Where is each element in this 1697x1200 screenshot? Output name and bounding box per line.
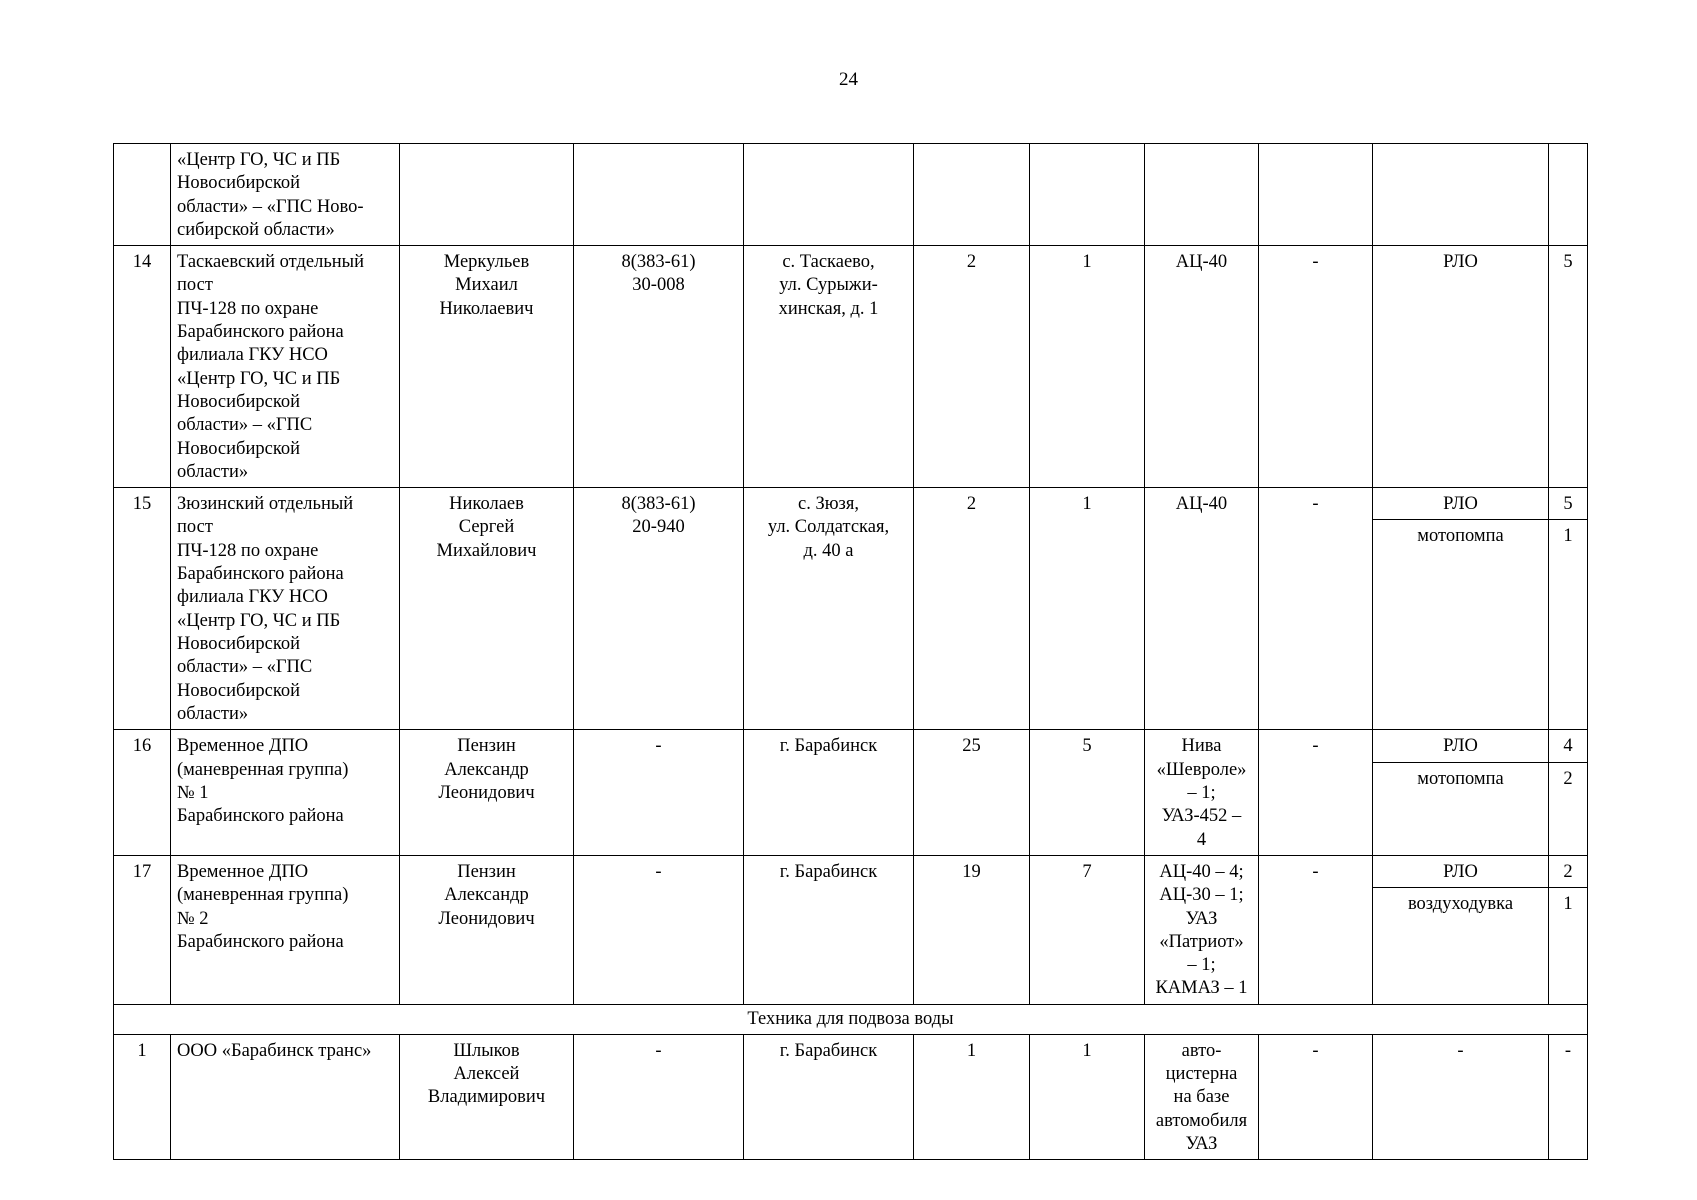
cell-equipment-name: мотопомпа bbox=[1373, 762, 1549, 855]
cell-phone: - bbox=[574, 1034, 744, 1159]
page-number: 24 bbox=[839, 69, 858, 90]
cell-shifts bbox=[1030, 144, 1145, 246]
cell-other bbox=[1259, 144, 1373, 246]
cell-address: г. Барабинск bbox=[744, 1034, 914, 1159]
cell-head: Пензин Александр Леонидович bbox=[400, 730, 574, 855]
cell-head: Пензин Александр Леонидович bbox=[400, 855, 574, 1004]
cell-equipment-count: 1 bbox=[1549, 888, 1588, 1004]
table-row-continuation bbox=[114, 144, 1588, 246]
cell-personnel: 2 bbox=[914, 246, 1030, 488]
cell-num bbox=[114, 144, 171, 246]
cell-vehicles: Нива «Шевроле» – 1; УАЗ-452 – 4 bbox=[1145, 730, 1259, 855]
cell-organization: Временное ДПО (маневренная группа) № 2 Барабинского района bbox=[171, 855, 400, 1004]
cell-equipment-name: РЛО bbox=[1373, 488, 1549, 520]
table-row bbox=[114, 855, 1588, 887]
cell-equipment-name: РЛО bbox=[1373, 855, 1549, 887]
cell-shifts: 1 bbox=[1030, 246, 1145, 488]
cell-equipment-count: 4 bbox=[1549, 730, 1588, 762]
cell-shifts: 7 bbox=[1030, 855, 1145, 1004]
cell-address: с. Зюзя, ул. Солдатская, д. 40 а bbox=[744, 488, 914, 730]
table-row bbox=[114, 246, 1588, 488]
cell-num: 14 bbox=[114, 246, 171, 488]
table-row bbox=[114, 488, 1588, 520]
cell-equipment-count: 2 bbox=[1549, 762, 1588, 855]
cell-head: Меркульев Михаил Николаевич bbox=[400, 246, 574, 488]
cell-equipment-count: 5 bbox=[1549, 488, 1588, 520]
table-row bbox=[114, 1034, 1588, 1159]
cell-phone bbox=[574, 144, 744, 246]
cell-phone: - bbox=[574, 730, 744, 855]
cell-personnel: 1 bbox=[914, 1034, 1030, 1159]
cell-head: Шлыков Алексей Владимирович bbox=[400, 1034, 574, 1159]
cell-organization: ООО «Барабинск транс» bbox=[171, 1034, 400, 1159]
cell-equipment-count bbox=[1549, 144, 1588, 246]
cell-other: - bbox=[1259, 488, 1373, 730]
cell-vehicles: авто- цистерна на базе автомобиля УАЗ bbox=[1145, 1034, 1259, 1159]
cell-equipment-name: воздуходувка bbox=[1373, 888, 1549, 1004]
cell-personnel: 2 bbox=[914, 488, 1030, 730]
cell-num: 17 bbox=[114, 855, 171, 1004]
cell-other: - bbox=[1259, 1034, 1373, 1159]
cell-shifts: 1 bbox=[1030, 1034, 1145, 1159]
cell-equipment-count: 1 bbox=[1549, 520, 1588, 730]
cell-address: с. Таскаево, ул. Сурыжи- хинская, д. 1 bbox=[744, 246, 914, 488]
cell-personnel bbox=[914, 144, 1030, 246]
cell-head: Николаев Сергей Михайлович bbox=[400, 488, 574, 730]
cell-personnel: 25 bbox=[914, 730, 1030, 855]
cell-vehicles: АЦ-40 – 4; АЦ-30 – 1; УАЗ «Патриот» – 1; КАМАЗ – 1 bbox=[1145, 855, 1259, 1004]
cell-address bbox=[744, 144, 914, 246]
cell-equipment-name: РЛО bbox=[1373, 246, 1549, 488]
cell-other: - bbox=[1259, 855, 1373, 1004]
cell-shifts: 5 bbox=[1030, 730, 1145, 855]
cell-equipment-count: 5 bbox=[1549, 246, 1588, 488]
cell-other: - bbox=[1259, 246, 1373, 488]
table-row bbox=[114, 730, 1588, 762]
cell-num: 16 bbox=[114, 730, 171, 855]
cell-other: - bbox=[1259, 730, 1373, 855]
cell-organization: «Центр ГО, ЧС и ПБ Новосибирской области» – «ГПС Ново- сибирской области» bbox=[171, 144, 400, 246]
cell-num: 15 bbox=[114, 488, 171, 730]
cell-equipment-name: - bbox=[1373, 1034, 1549, 1159]
cell-equipment-name bbox=[1373, 144, 1549, 246]
cell-equipment-name: РЛО bbox=[1373, 730, 1549, 762]
cell-phone: - bbox=[574, 855, 744, 1004]
cell-organization: Временное ДПО (маневренная группа) № 1 Барабинского района bbox=[171, 730, 400, 855]
cell-vehicles: АЦ-40 bbox=[1145, 488, 1259, 730]
cell-vehicles bbox=[1145, 144, 1259, 246]
cell-equipment-name: мотопомпа bbox=[1373, 520, 1549, 730]
cell-organization: Зюзинский отдельный пост ПЧ-128 по охране Барабинского района филиала ГКУ НСО «Центр ГО, ЧС и ПБ Новосибирской области» – «ГПС Новосибирской области» bbox=[171, 488, 400, 730]
cell-phone: 8(383-61) 30-008 bbox=[574, 246, 744, 488]
cell-head bbox=[400, 144, 574, 246]
cell-equipment-count: - bbox=[1549, 1034, 1588, 1159]
cell-equipment-count: 2 bbox=[1549, 855, 1588, 887]
cell-vehicles: АЦ-40 bbox=[1145, 246, 1259, 488]
cell-address: г. Барабинск bbox=[744, 855, 914, 1004]
cell-num: 1 bbox=[114, 1034, 171, 1159]
cell-personnel: 19 bbox=[914, 855, 1030, 1004]
cell-shifts: 1 bbox=[1030, 488, 1145, 730]
table-section-row bbox=[114, 1004, 1588, 1034]
fire-units-table bbox=[113, 143, 1588, 1160]
cell-organization: Таскаевский отдельный пост ПЧ-128 по охране Барабинского района филиала ГКУ НСО «Центр ГО, ЧС и ПБ Новосибирской области» – «ГПС Новосибирской области» bbox=[171, 246, 400, 488]
cell-address: г. Барабинск bbox=[744, 730, 914, 855]
section-title: Техника для подвоза воды bbox=[114, 1004, 1588, 1034]
cell-phone: 8(383-61) 20-940 bbox=[574, 488, 744, 730]
